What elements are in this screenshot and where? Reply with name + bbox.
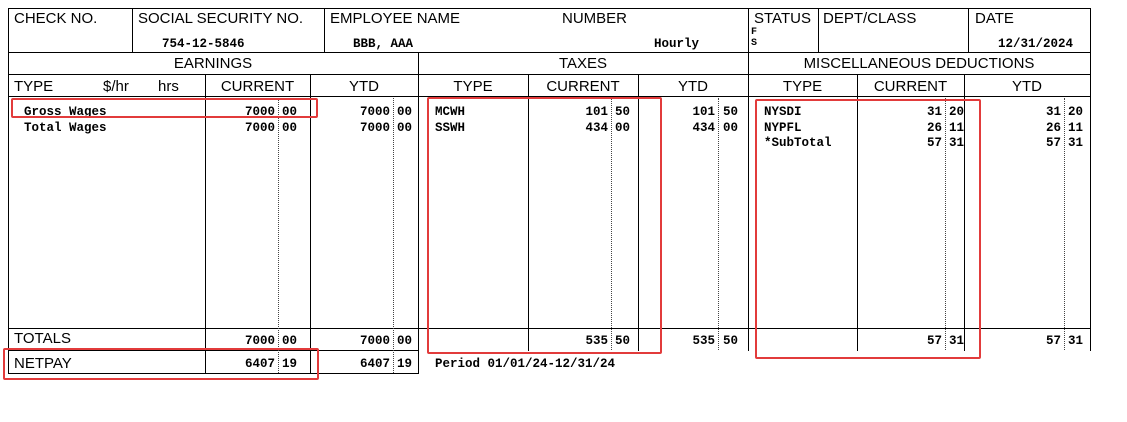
earnings-total-current-cents: 00	[282, 334, 298, 348]
highlight-netpay	[3, 348, 319, 380]
misc-type: NYPFL	[764, 121, 802, 135]
misc-total-current-dollars: 57	[926, 334, 942, 348]
earnings-current-cents: 00	[282, 105, 298, 119]
earnings-total-ytd-dollars: 7000	[359, 334, 390, 348]
tax-ytd-dollars: 434	[692, 121, 715, 135]
tax-type: SSWH	[435, 121, 466, 135]
dept-class-label: DEPT/CLASS	[823, 10, 917, 27]
date-value: 12/31/2024	[998, 37, 1074, 51]
tax-ytd-dollars: 101	[692, 105, 715, 119]
tax-total-ytd-cents: 50	[723, 334, 739, 348]
tax-total-current-cents: 50	[615, 334, 631, 348]
tax-current-dollars: 434	[585, 121, 608, 135]
misc-total-ytd-dollars: 57	[1045, 334, 1061, 348]
earnings-col-current: CURRENT	[220, 78, 295, 95]
misc-type: NYSDI	[764, 105, 802, 119]
tax-current-cents: 50	[615, 105, 631, 119]
tax-total-current-dollars: 535	[585, 334, 608, 348]
netpay-current-dollars: 6407	[244, 357, 275, 371]
earnings-current-dollars: 7000	[244, 105, 275, 119]
earnings-type: Total Wages	[24, 121, 107, 135]
netpay-ytd-cents: 19	[397, 357, 413, 371]
earnings-total-ytd-cents: 00	[397, 334, 413, 348]
earnings-ytd-dollars: 7000	[359, 105, 390, 119]
earnings-total-current-dollars: 7000	[244, 334, 275, 348]
misc-ytd-dollars: 26	[1045, 121, 1061, 135]
misc-current-dollars: 57	[926, 136, 942, 150]
earnings-col-rate: $/hr	[103, 78, 129, 95]
misc-ytd-cents: 20	[1068, 105, 1084, 119]
misc-total-current-cents: 31	[949, 334, 965, 348]
netpay-ytd-dollars: 6407	[359, 357, 390, 371]
status-f: F	[751, 27, 758, 38]
misc-col-ytd: YTD	[1012, 78, 1042, 95]
misc-ytd-dollars: 31	[1045, 105, 1061, 119]
tax-type: MCWH	[435, 105, 466, 119]
totals-label: TOTALS	[14, 330, 71, 347]
date-label: DATE	[975, 10, 1014, 27]
earnings-current-cents: 00	[282, 121, 298, 135]
tax-current-cents: 00	[615, 121, 631, 135]
misc-current-dollars: 31	[926, 105, 942, 119]
status-s: S	[751, 38, 758, 49]
number-label: NUMBER	[562, 10, 628, 27]
misc-total-ytd-cents: 31	[1068, 334, 1084, 348]
ssn-label: SOCIAL SECURITY NO.	[138, 10, 304, 27]
earnings-col-type: TYPE	[14, 78, 54, 95]
misc-current-cents: 20	[949, 105, 965, 119]
employee-name-label: EMPLOYEE NAME	[330, 10, 461, 27]
taxes-col-ytd: YTD	[678, 78, 708, 95]
earnings-col-hrs: hrs	[158, 78, 179, 95]
highlight-misc-deductions	[755, 99, 981, 359]
misc-deductions-title: MISCELLANEOUS DEDUCTIONS	[803, 55, 1035, 72]
employee-name-value: BBB, AAA	[353, 37, 414, 51]
earnings-title: EARNINGS	[173, 55, 253, 72]
misc-col-current: CURRENT	[873, 78, 948, 95]
tax-current-dollars: 101	[585, 105, 608, 119]
status-label: STATUS	[754, 10, 811, 27]
misc-current-dollars: 26	[926, 121, 942, 135]
misc-ytd-cents: 11	[1068, 121, 1084, 135]
taxes-title: TAXES	[558, 55, 608, 72]
earnings-ytd-cents: 00	[397, 105, 413, 119]
misc-ytd-cents: 31	[1068, 136, 1084, 150]
pay-period: Period 01/01/24-12/31/24	[435, 357, 616, 371]
tax-total-ytd-dollars: 535	[692, 334, 715, 348]
earnings-type: Gross Wages	[24, 105, 107, 119]
netpay-current-cents: 19	[282, 357, 298, 371]
netpay-label: NETPAY	[14, 355, 72, 372]
misc-current-cents: 11	[949, 121, 965, 135]
taxes-col-type: TYPE	[453, 78, 493, 95]
number-value: Hourly	[654, 37, 700, 51]
highlight-taxes	[427, 97, 662, 354]
check-no-label: CHECK NO.	[14, 10, 98, 27]
misc-type: *SubTotal	[764, 136, 832, 150]
tax-ytd-cents: 50	[723, 105, 739, 119]
misc-col-type: TYPE	[782, 78, 823, 95]
earnings-current-dollars: 7000	[244, 121, 275, 135]
misc-ytd-dollars: 57	[1045, 136, 1061, 150]
earnings-ytd-cents: 00	[397, 121, 413, 135]
highlight-gross-wages	[11, 98, 318, 118]
misc-current-cents: 31	[949, 136, 965, 150]
tax-ytd-cents: 00	[723, 121, 739, 135]
ssn-value: 754-12-5846	[162, 37, 245, 51]
earnings-col-ytd: YTD	[349, 78, 379, 95]
earnings-ytd-dollars: 7000	[359, 121, 390, 135]
taxes-col-current: CURRENT	[546, 78, 620, 95]
